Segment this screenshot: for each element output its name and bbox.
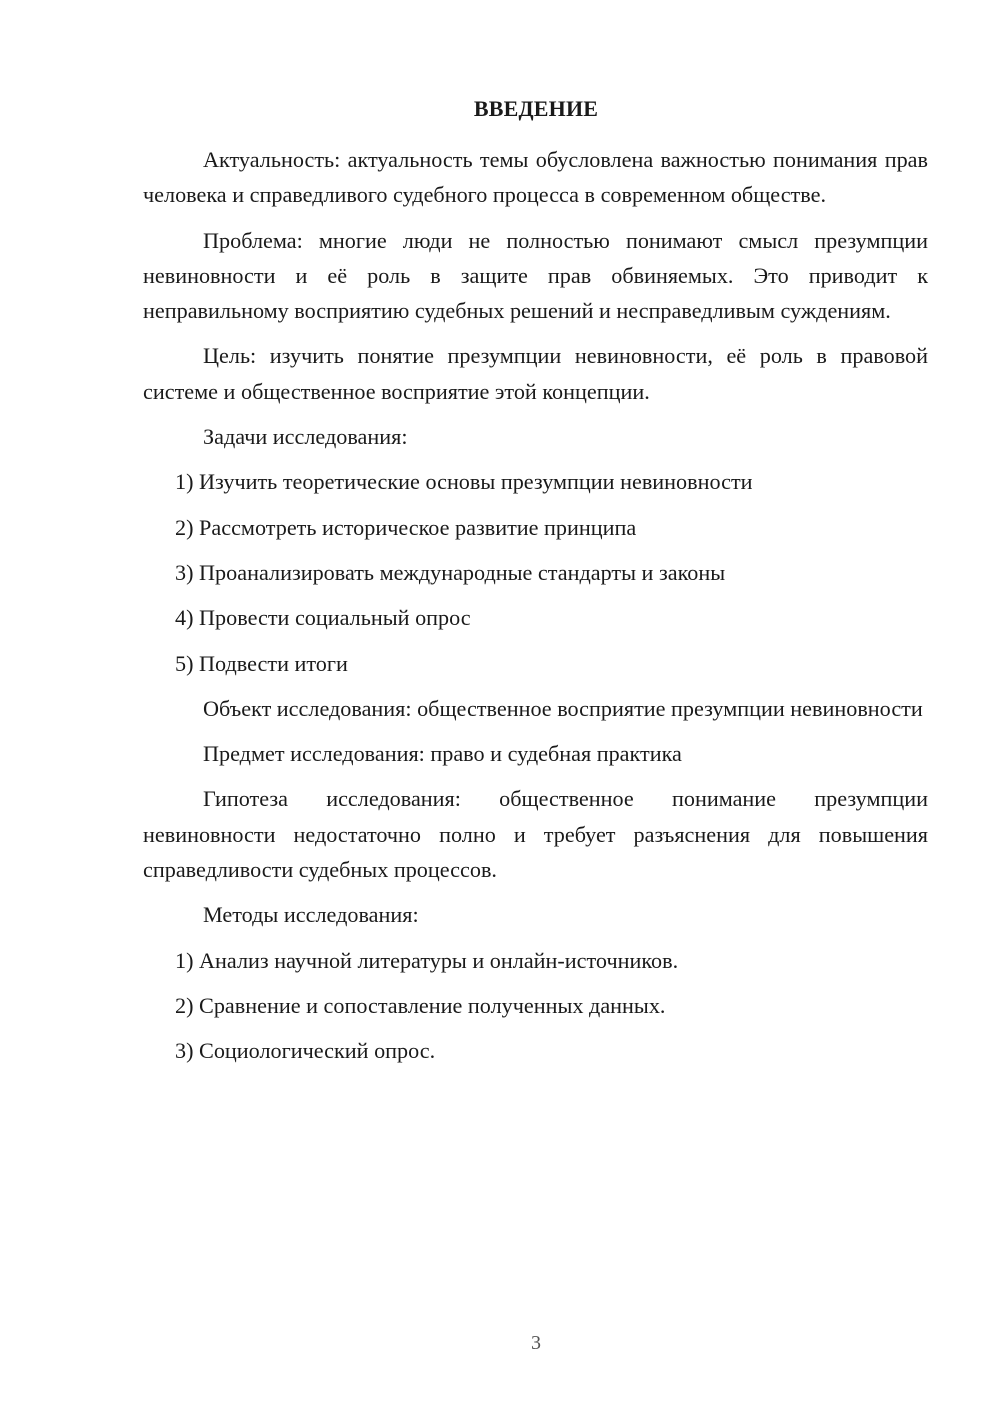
list-item: 1) Анализ научной литературы и онлайн-источников. (175, 947, 679, 973)
object-paragraph: Объект исследования: общественное восприятие презумпции невиновности (203, 695, 923, 721)
list-item: 3) Проанализировать международные стандарты и законы (175, 559, 726, 585)
document-body (143, 142, 928, 1079)
list-item: 5) Подвести итоги (175, 650, 348, 676)
page-number: 3 (531, 1332, 541, 1354)
list-item: 2) Рассмотреть историческое развитие принципа (175, 514, 637, 540)
methods-list (143, 943, 928, 1069)
methods-heading: Методы исследования: (203, 902, 419, 928)
list-item: 2) Сравнение и сопоставление полученных данных. (175, 992, 666, 1018)
tasks-list (143, 464, 928, 680)
relevance-paragraph: Актуальность: актуальность темы обусловлена важностью понимания прав человека и справедливого судебного процесса в современном обществе. (143, 147, 928, 208)
page-title: ВВЕДЕНИЕ (473, 96, 599, 121)
list-item: 3) Социологический опрос. (175, 1038, 436, 1064)
list-item: 1) Изучить теоретические основы презумпции невиновности (175, 469, 753, 495)
goal-paragraph: Цель: изучить понятие презумпции невиновности, её роль в правовой системе и общественное восприятие этой концепции. (143, 343, 928, 404)
subject-paragraph: Предмет исследования: право и судебная практика (203, 741, 682, 767)
list-item: 4) Провести социальный опрос (175, 605, 471, 631)
tasks-heading: Задачи исследования: (203, 424, 408, 450)
problem-paragraph: Проблема: многие люди не полностью понимают смысл презумпции невиновности и её роль в защите прав обвиняемых. Это приводит к неправильному восприятию судебных решений и несправедливым суждениям. (143, 227, 928, 324)
hypothesis-paragraph: Гипотеза исследования: общественное понимание презумпции невиновности недостаточно полно и требует разъяснения для повышения справедливости судебных процессов. (143, 786, 928, 883)
